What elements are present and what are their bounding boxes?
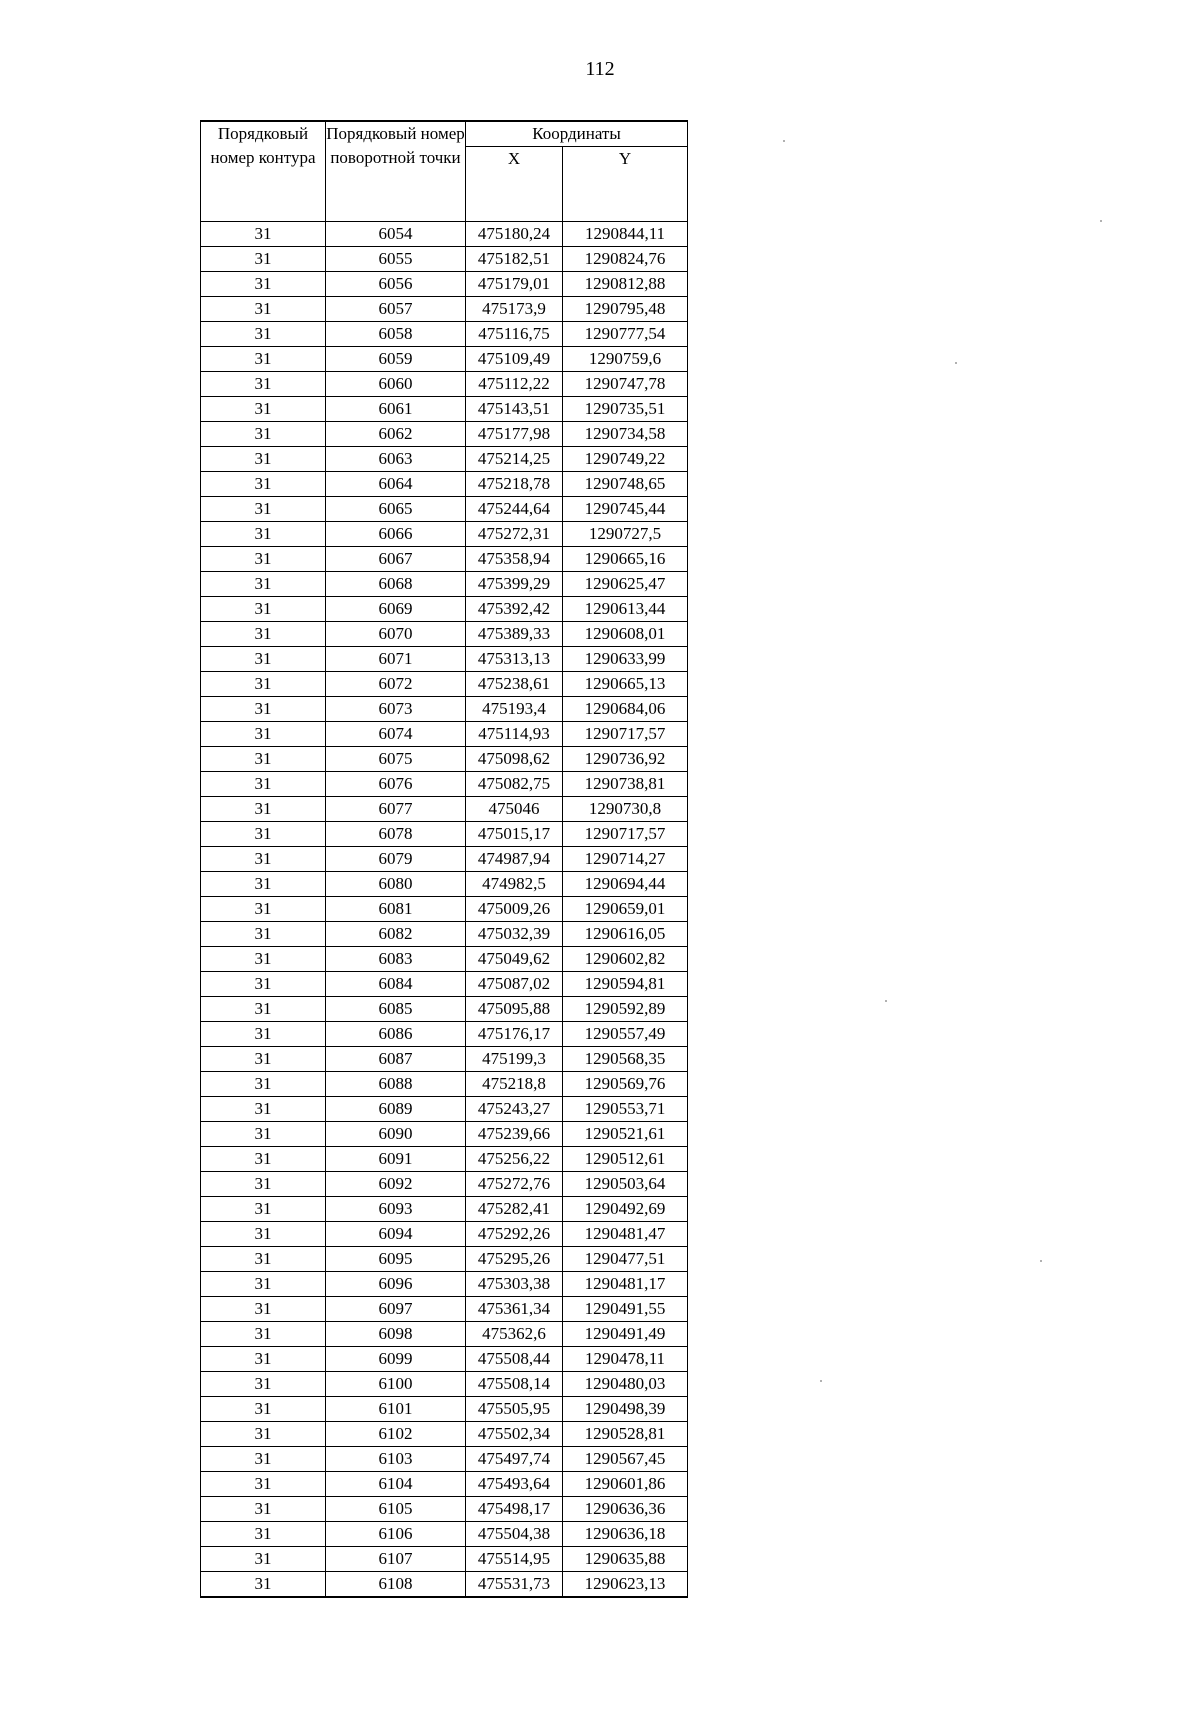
contour-number-cell: 31 — [201, 397, 326, 422]
point-number-cell: 6103 — [326, 1447, 466, 1472]
point-number-cell: 6061 — [326, 397, 466, 422]
contour-number-cell: 31 — [201, 1397, 326, 1422]
table-row — [201, 547, 688, 572]
point-number-cell: 6100 — [326, 1372, 466, 1397]
scan-speck — [1100, 220, 1102, 222]
contour-number-cell: 31 — [201, 1122, 326, 1147]
contour-number-cell: 31 — [201, 597, 326, 622]
contour-number-cell: 31 — [201, 822, 326, 847]
table-row — [201, 1047, 688, 1072]
table-row — [201, 897, 688, 922]
table-row — [201, 872, 688, 897]
contour-number-cell: 31 — [201, 1147, 326, 1172]
contour-number-cell: 31 — [201, 747, 326, 772]
point-number-cell: 6102 — [326, 1422, 466, 1447]
table-row — [201, 297, 688, 322]
point-number-cell: 6086 — [326, 1022, 466, 1047]
contour-number-cell: 31 — [201, 1522, 326, 1547]
table-row — [201, 497, 688, 522]
contour-number-cell: 31 — [201, 1172, 326, 1197]
contour-number-cell: 31 — [201, 1072, 326, 1097]
x-coordinate-cell: 475087,02 — [466, 972, 563, 997]
table-row — [201, 972, 688, 997]
y-coordinate-cell: 1290665,13 — [563, 672, 688, 697]
table-row — [201, 1197, 688, 1222]
point-number-cell: 6094 — [326, 1222, 466, 1247]
y-coordinate-cell: 1290481,47 — [563, 1222, 688, 1247]
contour-number-cell: 31 — [201, 647, 326, 672]
x-coordinate-cell: 475176,17 — [466, 1022, 563, 1047]
point-number-cell: 6064 — [326, 472, 466, 497]
x-coordinate-cell: 475098,62 — [466, 747, 563, 772]
x-coordinate-cell: 475046 — [466, 797, 563, 822]
point-number-cell: 6092 — [326, 1172, 466, 1197]
table-row — [201, 1522, 688, 1547]
x-coordinate-cell: 475243,27 — [466, 1097, 563, 1122]
y-coordinate-cell: 1290635,88 — [563, 1547, 688, 1572]
y-coordinate-cell: 1290717,57 — [563, 722, 688, 747]
y-coordinate-cell: 1290492,69 — [563, 1197, 688, 1222]
table-row — [201, 1347, 688, 1372]
table-row — [201, 1497, 688, 1522]
y-coordinate-cell: 1290594,81 — [563, 972, 688, 997]
contour-number-cell: 31 — [201, 472, 326, 497]
y-coordinate-cell: 1290601,86 — [563, 1472, 688, 1497]
y-coordinate-cell: 1290694,44 — [563, 872, 688, 897]
contour-number-cell: 31 — [201, 322, 326, 347]
scan-speck — [820, 1380, 822, 1382]
y-coordinate-cell: 1290824,76 — [563, 247, 688, 272]
y-coordinate-cell: 1290636,18 — [563, 1522, 688, 1547]
contour-number-cell: 31 — [201, 1097, 326, 1122]
table-row — [201, 422, 688, 447]
contour-number-cell: 31 — [201, 1322, 326, 1347]
x-coordinate-cell: 475173,9 — [466, 297, 563, 322]
contour-number-cell: 31 — [201, 1372, 326, 1397]
y-coordinate-cell: 1290553,71 — [563, 1097, 688, 1122]
point-number-cell: 6054 — [326, 222, 466, 247]
point-number-cell: 6055 — [326, 247, 466, 272]
contour-number-cell: 31 — [201, 947, 326, 972]
scan-speck — [955, 362, 957, 364]
y-coordinate-cell: 1290608,01 — [563, 622, 688, 647]
table-row — [201, 397, 688, 422]
contour-number-cell: 31 — [201, 422, 326, 447]
x-coordinate-cell: 475177,98 — [466, 422, 563, 447]
y-coordinate-cell: 1290659,01 — [563, 897, 688, 922]
x-coordinate-cell: 475295,26 — [466, 1247, 563, 1272]
y-coordinate-cell: 1290613,44 — [563, 597, 688, 622]
y-coordinate-cell: 1290616,05 — [563, 922, 688, 947]
table-row — [201, 1447, 688, 1472]
y-coordinate-cell: 1290844,11 — [563, 222, 688, 247]
table-row — [201, 447, 688, 472]
header-point-number: Порядковый номер поворотной точки — [326, 121, 466, 222]
y-coordinate-cell: 1290512,61 — [563, 1147, 688, 1172]
point-number-cell: 6090 — [326, 1122, 466, 1147]
y-coordinate-cell: 1290592,89 — [563, 997, 688, 1022]
table-row — [201, 747, 688, 772]
y-coordinate-cell: 1290727,5 — [563, 522, 688, 547]
point-number-cell: 6106 — [326, 1522, 466, 1547]
contour-number-cell: 31 — [201, 1447, 326, 1472]
contour-number-cell: 31 — [201, 347, 326, 372]
point-number-cell: 6068 — [326, 572, 466, 597]
x-coordinate-cell: 475303,38 — [466, 1272, 563, 1297]
y-coordinate-cell: 1290730,8 — [563, 797, 688, 822]
x-coordinate-cell: 475180,24 — [466, 222, 563, 247]
x-coordinate-cell: 475389,33 — [466, 622, 563, 647]
y-coordinate-cell: 1290734,58 — [563, 422, 688, 447]
point-number-cell: 6088 — [326, 1072, 466, 1097]
point-number-cell: 6105 — [326, 1497, 466, 1522]
x-coordinate-cell: 475199,3 — [466, 1047, 563, 1072]
table-row — [201, 1097, 688, 1122]
point-number-cell: 6066 — [326, 522, 466, 547]
point-number-cell: 6062 — [326, 422, 466, 447]
x-coordinate-cell: 475109,49 — [466, 347, 563, 372]
table-row — [201, 697, 688, 722]
y-coordinate-cell: 1290665,16 — [563, 547, 688, 572]
point-number-cell: 6069 — [326, 597, 466, 622]
table-row — [201, 597, 688, 622]
contour-number-cell: 31 — [201, 897, 326, 922]
x-coordinate-cell: 475238,61 — [466, 672, 563, 697]
table-row — [201, 472, 688, 497]
contour-number-cell: 31 — [201, 797, 326, 822]
y-coordinate-cell: 1290498,39 — [563, 1397, 688, 1422]
table-row — [201, 1572, 688, 1598]
contour-number-cell: 31 — [201, 1472, 326, 1497]
x-coordinate-cell: 475504,38 — [466, 1522, 563, 1547]
point-number-cell: 6099 — [326, 1347, 466, 1372]
x-coordinate-cell: 474982,5 — [466, 872, 563, 897]
x-coordinate-cell: 475502,34 — [466, 1422, 563, 1447]
contour-number-cell: 31 — [201, 847, 326, 872]
x-coordinate-cell: 475272,31 — [466, 522, 563, 547]
table-row — [201, 922, 688, 947]
point-number-cell: 6079 — [326, 847, 466, 872]
y-coordinate-cell: 1290795,48 — [563, 297, 688, 322]
y-coordinate-cell: 1290481,17 — [563, 1272, 688, 1297]
y-coordinate-cell: 1290745,44 — [563, 497, 688, 522]
y-coordinate-cell: 1290521,61 — [563, 1122, 688, 1147]
y-coordinate-cell: 1290636,36 — [563, 1497, 688, 1522]
table-row — [201, 1172, 688, 1197]
y-coordinate-cell: 1290478,11 — [563, 1347, 688, 1372]
table-row — [201, 1222, 688, 1247]
table-row — [201, 847, 688, 872]
contour-number-cell: 31 — [201, 1422, 326, 1447]
y-coordinate-cell: 1290503,64 — [563, 1172, 688, 1197]
table-row — [201, 522, 688, 547]
x-coordinate-cell: 475179,01 — [466, 272, 563, 297]
contour-number-cell: 31 — [201, 872, 326, 897]
table-row — [201, 1147, 688, 1172]
header-x: X — [466, 147, 563, 222]
contour-number-cell: 31 — [201, 1047, 326, 1072]
table-row — [201, 1372, 688, 1397]
point-number-cell: 6073 — [326, 697, 466, 722]
point-number-cell: 6070 — [326, 622, 466, 647]
x-coordinate-cell: 475392,42 — [466, 597, 563, 622]
x-coordinate-cell: 475143,51 — [466, 397, 563, 422]
x-coordinate-cell: 475505,95 — [466, 1397, 563, 1422]
contour-number-cell: 31 — [201, 672, 326, 697]
table-row — [201, 1272, 688, 1297]
x-coordinate-cell: 475218,78 — [466, 472, 563, 497]
point-number-cell: 6077 — [326, 797, 466, 822]
y-coordinate-cell: 1290684,06 — [563, 697, 688, 722]
point-number-cell: 6091 — [326, 1147, 466, 1172]
x-coordinate-cell: 475244,64 — [466, 497, 563, 522]
contour-number-cell: 31 — [201, 372, 326, 397]
x-coordinate-cell: 475361,34 — [466, 1297, 563, 1322]
x-coordinate-cell: 475116,75 — [466, 322, 563, 347]
y-coordinate-cell: 1290738,81 — [563, 772, 688, 797]
y-coordinate-cell: 1290477,51 — [563, 1247, 688, 1272]
table-body — [201, 222, 688, 1598]
y-coordinate-cell: 1290480,03 — [563, 1372, 688, 1397]
point-number-cell: 6097 — [326, 1297, 466, 1322]
point-number-cell: 6072 — [326, 672, 466, 697]
table-row — [201, 622, 688, 647]
table-row — [201, 1072, 688, 1097]
point-number-cell: 6078 — [326, 822, 466, 847]
x-coordinate-cell: 475399,29 — [466, 572, 563, 597]
contour-number-cell: 31 — [201, 522, 326, 547]
y-coordinate-cell: 1290568,35 — [563, 1047, 688, 1072]
contour-number-cell: 31 — [201, 1272, 326, 1297]
point-number-cell: 6076 — [326, 772, 466, 797]
y-coordinate-cell: 1290748,65 — [563, 472, 688, 497]
scan-speck — [1040, 1260, 1042, 1262]
point-number-cell: 6107 — [326, 1547, 466, 1572]
table-row — [201, 722, 688, 747]
y-coordinate-cell: 1290491,49 — [563, 1322, 688, 1347]
contour-number-cell: 31 — [201, 572, 326, 597]
contour-number-cell: 31 — [201, 1347, 326, 1372]
y-coordinate-cell: 1290759,6 — [563, 347, 688, 372]
table-row — [201, 347, 688, 372]
header-contour-number: Порядковый номер контура — [201, 121, 326, 222]
table-row — [201, 1322, 688, 1347]
point-number-cell: 6059 — [326, 347, 466, 372]
table-header — [201, 121, 688, 222]
scan-speck — [885, 1000, 887, 1002]
contour-number-cell: 31 — [201, 547, 326, 572]
table-row — [201, 647, 688, 672]
x-coordinate-cell: 475032,39 — [466, 922, 563, 947]
y-coordinate-cell: 1290557,49 — [563, 1022, 688, 1047]
contour-number-cell: 31 — [201, 722, 326, 747]
y-coordinate-cell: 1290717,57 — [563, 822, 688, 847]
contour-number-cell: 31 — [201, 622, 326, 647]
x-coordinate-cell: 475095,88 — [466, 997, 563, 1022]
table-row — [201, 272, 688, 297]
point-number-cell: 6071 — [326, 647, 466, 672]
table-row — [201, 1397, 688, 1422]
coordinates-table — [200, 120, 688, 1598]
table-row — [201, 997, 688, 1022]
point-number-cell: 6085 — [326, 997, 466, 1022]
x-coordinate-cell: 475282,41 — [466, 1197, 563, 1222]
y-coordinate-cell: 1290736,92 — [563, 747, 688, 772]
point-number-cell: 6108 — [326, 1572, 466, 1598]
y-coordinate-cell: 1290747,78 — [563, 372, 688, 397]
contour-number-cell: 31 — [201, 447, 326, 472]
point-number-cell: 6082 — [326, 922, 466, 947]
table-row — [201, 372, 688, 397]
y-coordinate-cell: 1290625,47 — [563, 572, 688, 597]
x-coordinate-cell: 475508,44 — [466, 1347, 563, 1372]
contour-number-cell: 31 — [201, 497, 326, 522]
point-number-cell: 6095 — [326, 1247, 466, 1272]
point-number-cell: 6104 — [326, 1472, 466, 1497]
page-number: 112 — [585, 58, 615, 80]
y-coordinate-cell: 1290623,13 — [563, 1572, 688, 1598]
y-coordinate-cell: 1290567,45 — [563, 1447, 688, 1472]
point-number-cell: 6098 — [326, 1322, 466, 1347]
scan-speck — [783, 140, 785, 142]
point-number-cell: 6058 — [326, 322, 466, 347]
x-coordinate-cell: 475508,14 — [466, 1372, 563, 1397]
x-coordinate-cell: 475362,6 — [466, 1322, 563, 1347]
point-number-cell: 6101 — [326, 1397, 466, 1422]
contour-number-cell: 31 — [201, 997, 326, 1022]
x-coordinate-cell: 475256,22 — [466, 1147, 563, 1172]
x-coordinate-cell: 475497,74 — [466, 1447, 563, 1472]
x-coordinate-cell: 475358,94 — [466, 547, 563, 572]
contour-number-cell: 31 — [201, 1572, 326, 1598]
contour-number-cell: 31 — [201, 1222, 326, 1247]
header-coordinates: Координаты — [466, 121, 688, 147]
x-coordinate-cell: 475218,8 — [466, 1072, 563, 1097]
x-coordinate-cell: 475182,51 — [466, 247, 563, 272]
point-number-cell: 6093 — [326, 1197, 466, 1222]
x-coordinate-cell: 474987,94 — [466, 847, 563, 872]
header-y: Y — [563, 147, 688, 222]
x-coordinate-cell: 475498,17 — [466, 1497, 563, 1522]
contour-number-cell: 31 — [201, 972, 326, 997]
x-coordinate-cell: 475114,93 — [466, 722, 563, 747]
contour-number-cell: 31 — [201, 772, 326, 797]
contour-number-cell: 31 — [201, 247, 326, 272]
point-number-cell: 6075 — [326, 747, 466, 772]
x-coordinate-cell: 475009,26 — [466, 897, 563, 922]
table-row — [201, 1022, 688, 1047]
contour-number-cell: 31 — [201, 222, 326, 247]
point-number-cell: 6067 — [326, 547, 466, 572]
table-row — [201, 772, 688, 797]
y-coordinate-cell: 1290569,76 — [563, 1072, 688, 1097]
x-coordinate-cell: 475015,17 — [466, 822, 563, 847]
contour-number-cell: 31 — [201, 697, 326, 722]
contour-number-cell: 31 — [201, 1197, 326, 1222]
contour-number-cell: 31 — [201, 922, 326, 947]
x-coordinate-cell: 475493,64 — [466, 1472, 563, 1497]
x-coordinate-cell: 475082,75 — [466, 772, 563, 797]
y-coordinate-cell: 1290714,27 — [563, 847, 688, 872]
x-coordinate-cell: 475272,76 — [466, 1172, 563, 1197]
table-row — [201, 572, 688, 597]
point-number-cell: 6074 — [326, 722, 466, 747]
x-coordinate-cell: 475514,95 — [466, 1547, 563, 1572]
table-row — [201, 1547, 688, 1572]
table-row — [201, 1472, 688, 1497]
point-number-cell: 6063 — [326, 447, 466, 472]
contour-number-cell: 31 — [201, 1497, 326, 1522]
table-row — [201, 1122, 688, 1147]
table-row — [201, 797, 688, 822]
contour-number-cell: 31 — [201, 272, 326, 297]
contour-number-cell: 31 — [201, 297, 326, 322]
x-coordinate-cell: 475049,62 — [466, 947, 563, 972]
table-row — [201, 1297, 688, 1322]
table-row — [201, 322, 688, 347]
point-number-cell: 6083 — [326, 947, 466, 972]
contour-number-cell: 31 — [201, 1022, 326, 1047]
x-coordinate-cell: 475214,25 — [466, 447, 563, 472]
x-coordinate-cell: 475239,66 — [466, 1122, 563, 1147]
table-row — [201, 222, 688, 247]
point-number-cell: 6080 — [326, 872, 466, 897]
x-coordinate-cell: 475313,13 — [466, 647, 563, 672]
table-row — [201, 672, 688, 697]
x-coordinate-cell: 475193,4 — [466, 697, 563, 722]
y-coordinate-cell: 1290777,54 — [563, 322, 688, 347]
point-number-cell: 6057 — [326, 297, 466, 322]
table-row — [201, 822, 688, 847]
point-number-cell: 6060 — [326, 372, 466, 397]
table-row — [201, 947, 688, 972]
table-row — [201, 1422, 688, 1447]
contour-number-cell: 31 — [201, 1297, 326, 1322]
point-number-cell: 6056 — [326, 272, 466, 297]
point-number-cell: 6081 — [326, 897, 466, 922]
y-coordinate-cell: 1290528,81 — [563, 1422, 688, 1447]
point-number-cell: 6065 — [326, 497, 466, 522]
point-number-cell: 6087 — [326, 1047, 466, 1072]
table-row — [201, 247, 688, 272]
x-coordinate-cell: 475112,22 — [466, 372, 563, 397]
y-coordinate-cell: 1290633,99 — [563, 647, 688, 672]
y-coordinate-cell: 1290491,55 — [563, 1297, 688, 1322]
y-coordinate-cell: 1290812,88 — [563, 272, 688, 297]
table-row — [201, 1247, 688, 1272]
y-coordinate-cell: 1290735,51 — [563, 397, 688, 422]
x-coordinate-cell: 475531,73 — [466, 1572, 563, 1598]
point-number-cell: 6096 — [326, 1272, 466, 1297]
y-coordinate-cell: 1290749,22 — [563, 447, 688, 472]
contour-number-cell: 31 — [201, 1547, 326, 1572]
point-number-cell: 6089 — [326, 1097, 466, 1122]
x-coordinate-cell: 475292,26 — [466, 1222, 563, 1247]
point-number-cell: 6084 — [326, 972, 466, 997]
contour-number-cell: 31 — [201, 1247, 326, 1272]
y-coordinate-cell: 1290602,82 — [563, 947, 688, 972]
